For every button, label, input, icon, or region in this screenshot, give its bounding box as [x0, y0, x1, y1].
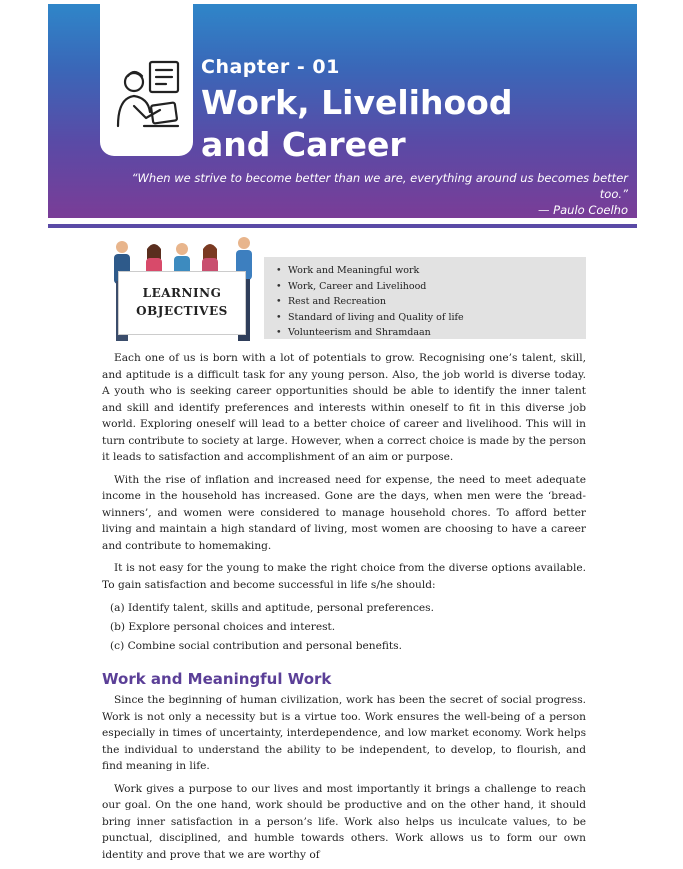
objective-item: • Work and Meaningful work: [288, 263, 586, 279]
objective-item: • Rest and Recreation: [288, 294, 586, 310]
learning-objectives-section: [104, 235, 586, 347]
objectives-list-box: [264, 257, 586, 339]
objective-item: • Work, Career and Livelihood: [288, 279, 586, 295]
banner-divider-purple: [48, 224, 637, 228]
chapter-banner: [48, 4, 637, 218]
objective-item: • Volunteerism and Shramdaan: [288, 325, 586, 341]
banner-divider-white: [48, 218, 637, 222]
body-paragraph: Since the beginning of human civilization, work has been the secret of social progress. Work is not only a necessity but is a virtue too. Work ensures the well-being of a person especially in times of uncertainty, interdependence, and low market economy. Work helps the individual to understand the ability to be independent, to develop, to flourish, and find meaning in life.: [102, 694, 586, 772]
body-paragraph: Each one of us is born with a lot of potentials to grow. Recognising one’s talent, skill, and aptitude is a difficult task for any young person. Also, the job world is diverse today. A youth who is seeking career opportunities should be able to identify the inner talent and skill and identify preferences and interests within oneself to fit in this diverse job world. Exploring oneself will lead to a better choice of career and livelihood. This will in turn contribute to society at large. However, when a correct choice is made by the person it leads to satisfaction and accomplishment of an aim or purpose.: [102, 352, 586, 463]
card-line2: OBJECTIVES: [136, 304, 228, 318]
learning-objectives-illustration: [104, 235, 264, 347]
list-item: (c) Combine social contribution and personal benefits.: [110, 640, 402, 652]
objective-item: • Standard of living and Quality of life: [288, 310, 586, 326]
chapter-body: [102, 350, 586, 869]
body-paragraph: Work gives a purpose to our lives and most importantly it brings a challenge to reach our goal. On the one hand, work should be productive and on the other hand, it should bring inner satisfaction in a person’s life. Work also helps us inculcate values, to be punctual, disciplined, and humble towards others. Work allows us to form our own identity and prove that we are worthy of: [102, 782, 586, 861]
list-item: (b) Explore personal choices and interest.: [110, 621, 336, 633]
body-paragraph: It is not easy for the young to make the right choice from the diverse options available. To gain satisfaction and become successful in life s/he should:: [102, 562, 586, 591]
person-at-laptop-icon: [114, 60, 180, 140]
section-heading: Work and Meaningful Work: [102, 670, 332, 688]
card-line1: LEARNING: [142, 286, 222, 300]
chapter-quote: [112, 170, 628, 218]
body-paragraph: With the rise of inflation and increased need for expense, the need to meet adequate income in the household has increased. Gone are the days, when men were the ‘bread-winners’, and women were considered to manage household chores. To afford better living and maintain a high standard of living, most women are choosing to have a career and contribute to homemaking.: [102, 473, 586, 552]
chapter-title-line1: Work, Livelihood: [201, 83, 513, 122]
chapter-icon-tab: [100, 4, 193, 156]
quote-text: “When we strive to become better than we are, everything around us becomes better too.”: [131, 171, 628, 201]
quote-author: — Paulo Coelho: [538, 203, 628, 217]
choice-list: [110, 599, 586, 656]
chapter-title: [201, 82, 512, 166]
chapter-number: Chapter - 01: [201, 56, 340, 78]
list-item: (a) Identify talent, skills and aptitude, personal preferences.: [110, 602, 434, 614]
learning-objectives-card: [118, 271, 246, 335]
chapter-title-line2: and Career: [201, 125, 406, 164]
